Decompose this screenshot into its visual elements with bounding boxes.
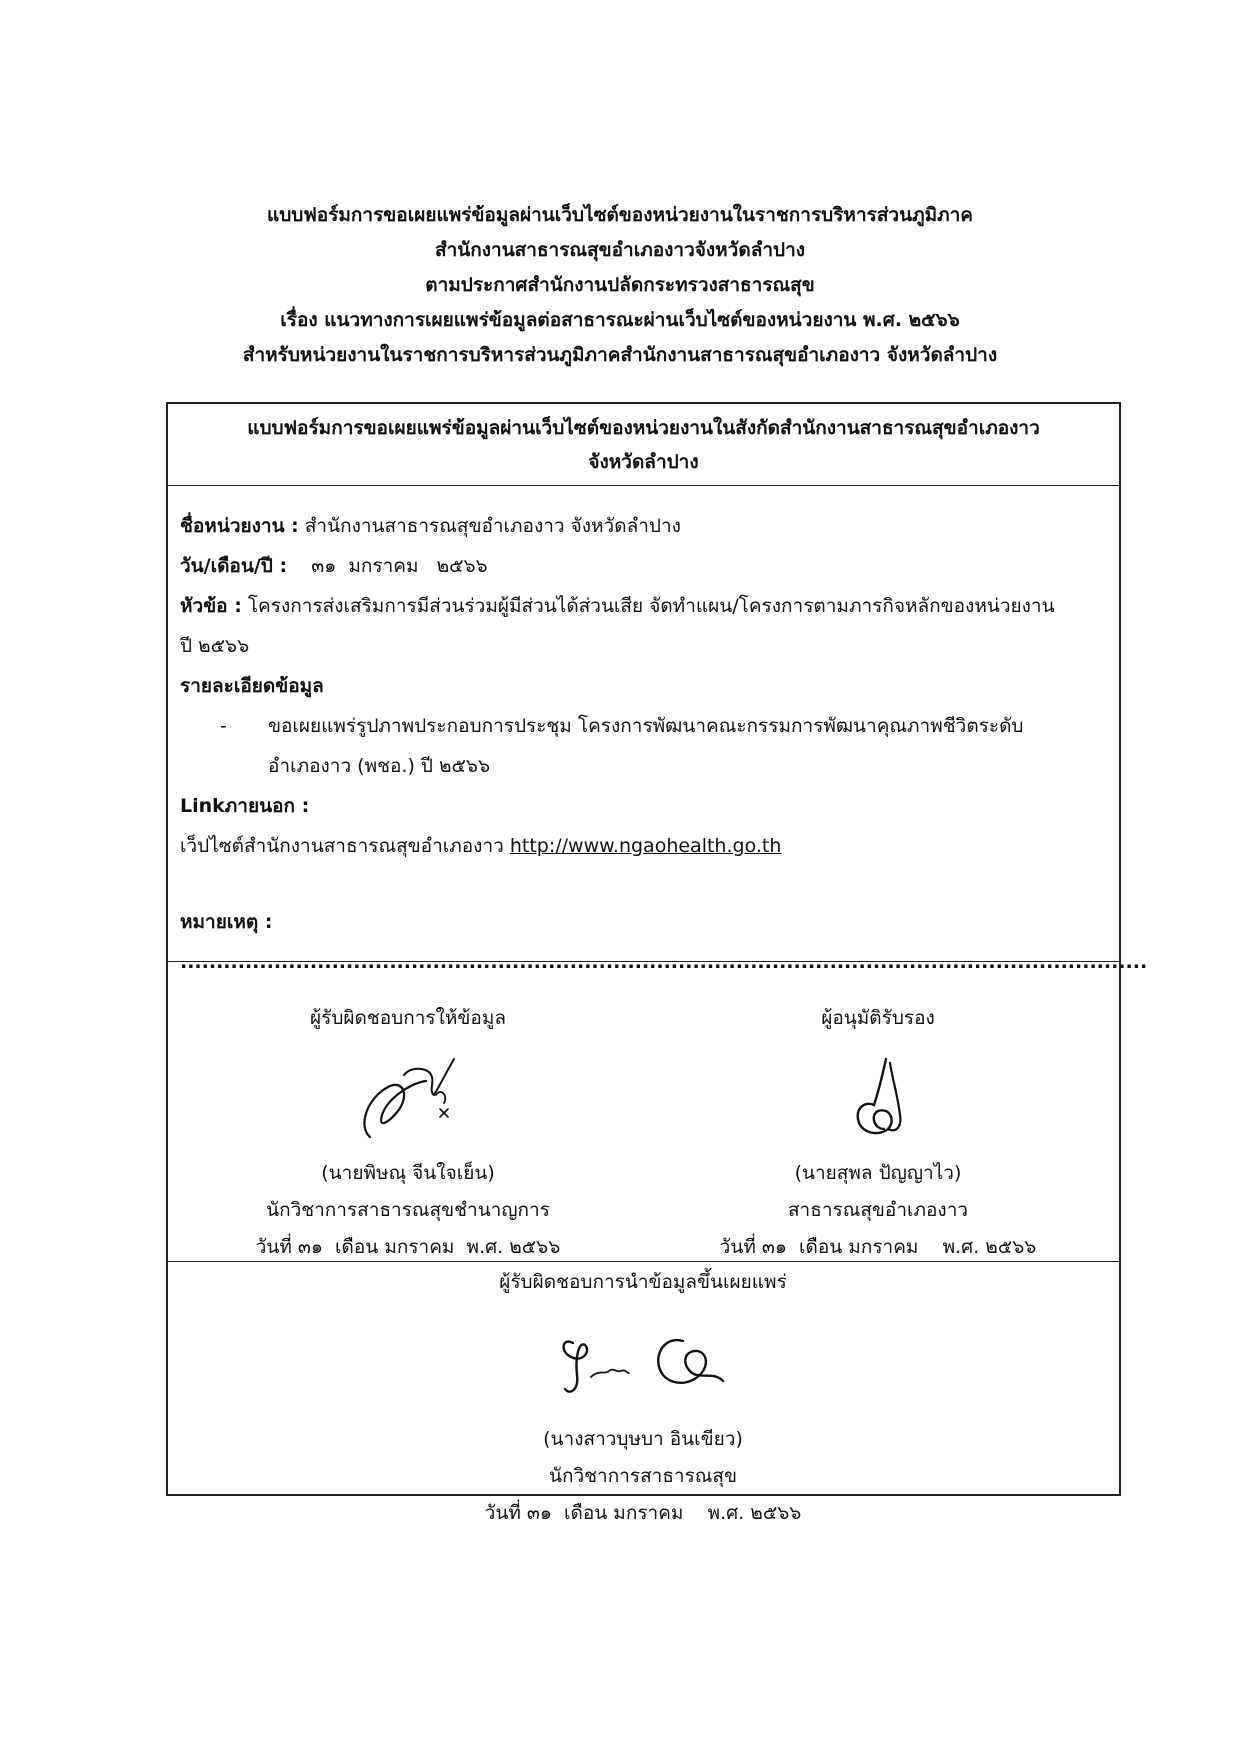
header-line-1: แบบฟอร์มการขอเผยแพร่ข้อมูลผ่านเว็บไซต์ของหน่วยงานในราชการบริหารส่วนภูมิภาค: [266, 204, 974, 226]
provider-name: (นายพิษณุ จีนใจเย็น): [321, 1162, 495, 1184]
publisher-signature-image: [493, 1301, 793, 1421]
agency-value: สำนักงานสาธารณสุขอำเภองาว จังหวัดลำปาง: [298, 515, 681, 537]
provider-date: วันที่ ๓๑ เดือน มกราคม พ.ศ. ๒๕๖๖: [255, 1236, 561, 1258]
approver-signature-image: [778, 1037, 978, 1155]
website-row: [180, 826, 1107, 866]
subject-row: [180, 586, 1107, 626]
publisher-section: [168, 1262, 1119, 1524]
date-label: วัน/เดือน/ปี :: [180, 555, 288, 577]
remark-dots: ......................................................................................................................................: [180, 951, 1148, 973]
publisher-position: นักวิชาการสาธารณสุข: [548, 1465, 738, 1487]
date-row: [180, 546, 1107, 586]
details-dash: -: [220, 715, 227, 737]
date-value: ๓๑ มกราคม ๒๕๖๖: [287, 555, 488, 577]
remark-label: หมายเหตุ :: [180, 911, 273, 933]
form-title: [168, 404, 1119, 486]
provider-position: นักวิชาการสาธารณสุขชำนาญการ: [266, 1199, 550, 1221]
website-text: เว็ปไซต์สำนักงานสาธารณสุขอำเภองาว: [180, 835, 510, 857]
publisher-signature-block: [418, 1264, 868, 1532]
link-label: Linkภายนอก :: [180, 795, 310, 817]
header-line-5: สำหรับหน่วยงานในราชการบริหารส่วนภูมิภาคสำนักงานสาธารณสุขอำเภองาว จังหวัดลำปาง: [242, 344, 998, 366]
header-line-4: เรื่อง แนวทางการเผยแพร่ข้อมูลต่อสาธารณะผ่านเว็บไซต์ของหน่วยงาน พ.ศ. ๒๕๖๖: [280, 309, 960, 331]
provider-signature-image: [308, 1037, 508, 1155]
approver-date: วันที่ ๓๑ เดือน มกราคม พ.ศ. ๒๕๖๖: [719, 1236, 1037, 1258]
subject-value-line-2: ปี ๒๕๖๖: [180, 635, 250, 657]
details-item-line-2: อำเภองาว (พชอ.) ปี ๒๕๖๖: [268, 755, 491, 777]
approver-signature-block: [678, 1000, 1078, 1266]
agency-label: ชื่อหน่วยงาน :: [180, 515, 299, 537]
form-details: [168, 486, 1148, 973]
details-label: รายละเอียดข้อมูล: [180, 675, 324, 697]
form-title-line-1: แบบฟอร์มการขอเผยแพร่ข้อมูลผ่านเว็บไซต์ของหน่วยงานในสังกัดสำนักงานสาธารณสุขอำเภองาว: [247, 417, 1040, 439]
form-table: [166, 402, 1148, 1524]
header-line-3: ตามประกาศสำนักงานปลัดกระทรวงสาธารณสุข: [425, 274, 815, 296]
document-header: [160, 198, 1080, 373]
agency-row: [180, 506, 1107, 546]
approver-name: (นายสุพล ปัญญาไว): [794, 1162, 962, 1184]
signature-section: [168, 962, 1119, 1262]
provider-role: ผู้รับผิดชอบการให้ข้อมูล: [310, 1007, 506, 1029]
approver-position: สาธารณสุขอำเภองาว: [787, 1199, 969, 1221]
details-item-line-1: ขอเผยแพร่รูปภาพประกอบการประชุม โครงการพัฒนาคณะกรรมการพัฒนาคุณภาพชีวิตระดับ: [268, 715, 1024, 737]
publisher-date: วันที่ ๓๑ เดือน มกราคม พ.ศ. ๒๕๖๖: [484, 1502, 802, 1524]
subject-label: หัวข้อ :: [180, 595, 242, 617]
form-title-line-2: จังหวัดลำปาง: [588, 451, 699, 473]
details-item: [180, 706, 1107, 786]
website-link[interactable]: http://www.ngaohealth.go.th: [509, 835, 782, 857]
header-line-2: สำนักงานสาธารณสุขอำเภองาวจังหวัดลำปาง: [434, 239, 806, 261]
subject-value: โครงการส่งเสริมการมีส่วนร่วมผู้มีส่วนได้ส่วนเสีย จัดทำแผน/โครงการตามภารกิจหลักของหน่วยงาน: [241, 595, 1055, 617]
provider-signature-block: [208, 1000, 608, 1266]
publisher-role: ผู้รับผิดชอบการนำข้อมูลขึ้นเผยแพร่: [499, 1271, 787, 1293]
approver-role: ผู้อนุมัติรับรอง: [821, 1007, 935, 1029]
publisher-name: (นางสาวบุษบา อินเขียว): [543, 1428, 743, 1450]
